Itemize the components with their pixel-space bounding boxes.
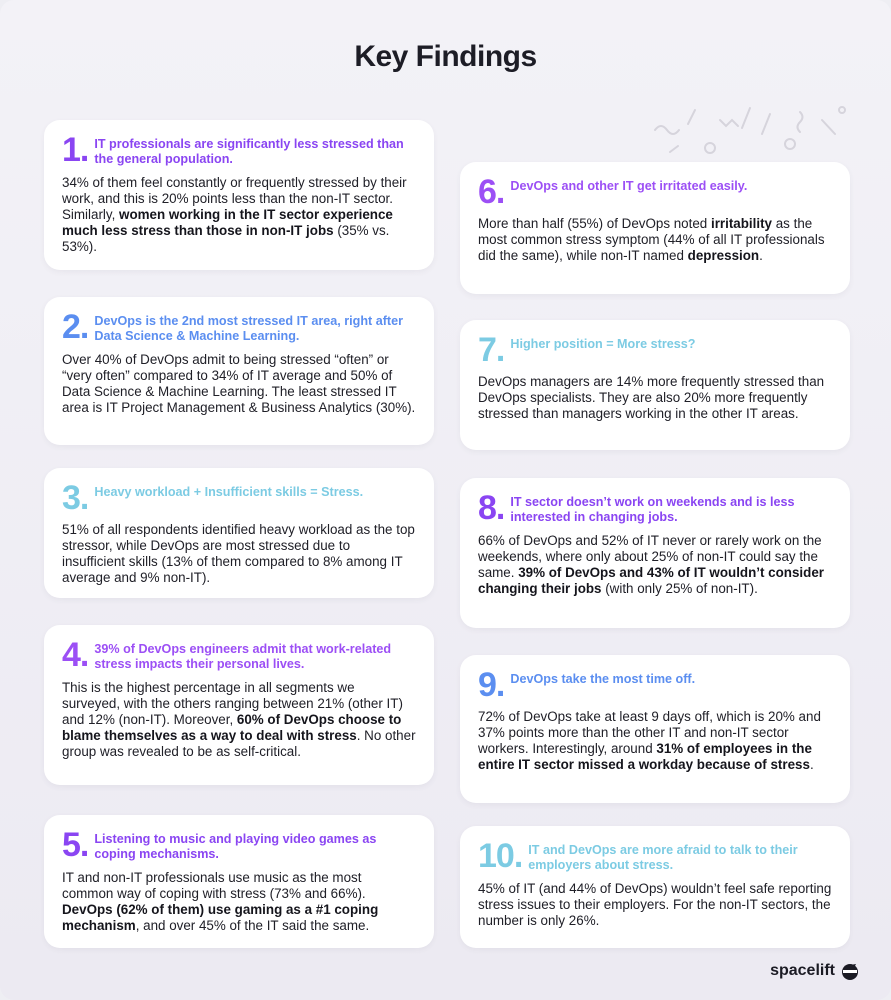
finding-body-text: as the most common stress symptom (44% of all IT professionals did the same), while non-IT named: [478, 216, 825, 263]
finding-number: 9.: [478, 666, 505, 704]
finding-body: [62, 352, 416, 416]
finding-body: [478, 709, 832, 773]
finding-body-text: IT and non-IT professionals use music as the most common way of coping with stress (73% and 66%).: [62, 870, 366, 901]
page-title: Key Findings: [354, 40, 537, 73]
finding-body-emphasis: DevOps (62% of them) use gaming as a #1 coping mechanism: [62, 902, 379, 933]
finding-body-text: (35% vs. 53%).: [62, 223, 390, 254]
finding-body-emphasis: depression: [687, 248, 760, 263]
finding-body-text: 45% of IT (and 44% of DevOps) wouldn’t feel safe reporting stress issues to their employers. For the non-IT sectors, the number is only 26%.: [478, 881, 832, 928]
finding-body: [478, 881, 832, 929]
finding-header: [478, 173, 832, 211]
finding-heading: DevOps take the most time off.: [510, 672, 696, 686]
finding-heading: Heavy workload + Insufficient skills = Stress.: [94, 485, 364, 499]
finding-card: [460, 162, 850, 294]
finding-card: [460, 655, 850, 803]
finding-body-text: 72% of DevOps take at least 9 days off, which is 20% and 37% points more than the other IT and non-IT sector workers. Interestingly, around: [478, 709, 821, 756]
finding-body-text: This is the highest percentage in all segments we surveyed, with the others ranging between 21% (other IT) and 12% (non-IT). Moreover,: [62, 680, 403, 727]
finding-header: [62, 131, 416, 169]
brand-logo: [770, 960, 861, 982]
finding-body: [62, 175, 416, 255]
finding-number: 1.: [62, 131, 89, 169]
finding-number: 5.: [62, 826, 89, 864]
finding-number: 10.: [478, 837, 523, 875]
finding-number: 4.: [62, 636, 89, 674]
finding-body-text: .: [809, 757, 814, 772]
finding-heading: Higher position = More stress?: [510, 337, 696, 351]
finding-body-text: Over 40% of DevOps admit to being stressed “often” or “very often” compared to 34% of IT average and 50% of Data Science & Machine Learning. The least stressed IT area is IT Project Management & Business Analytics (30%).: [62, 352, 416, 415]
finding-body-text: 51% of all respondents identified heavy workload as the top stressor, while DevOps are most stressed due to insufficient skills (13% of them compared to 8% among IT average and 9% non-IT).: [62, 522, 415, 585]
brand-name: spacelift: [770, 962, 835, 979]
finding-body-text: More than half (55%) of DevOps noted: [478, 216, 711, 231]
finding-number: 6.: [478, 173, 505, 211]
finding-body-text: DevOps managers are 14% more frequently stressed than DevOps specialists. They are also 20% more frequently stressed than managers working in the other IT areas.: [478, 374, 825, 421]
finding-header: [478, 331, 832, 369]
finding-header: [62, 308, 416, 346]
finding-card: [44, 468, 434, 598]
finding-card: [44, 815, 434, 948]
finding-header: [62, 826, 416, 864]
finding-number: 8.: [478, 489, 505, 527]
finding-number: 2.: [62, 308, 89, 346]
decorative-doodles: [650, 100, 850, 160]
finding-body: [478, 533, 832, 597]
finding-card: [44, 120, 434, 270]
finding-heading: IT and DevOps are more afraid to talk to their employers about stress.: [528, 843, 798, 872]
finding-body-emphasis: women working in the IT sector experience much less stress than those in non-IT jobs: [62, 207, 393, 238]
finding-body-emphasis: 39% of DevOps and 43% of IT wouldn’t consider changing their jobs: [478, 565, 824, 596]
finding-heading: DevOps and other IT get irritated easily.: [510, 179, 748, 193]
finding-heading: Listening to music and playing video games as coping mechanisms.: [94, 832, 377, 861]
finding-header: [478, 489, 832, 527]
finding-heading: 39% of DevOps engineers admit that work-related stress impacts their personal lives.: [94, 642, 392, 671]
finding-heading: IT professionals are significantly less stressed than the general population.: [94, 137, 404, 166]
finding-card: [460, 320, 850, 450]
finding-card: [44, 625, 434, 785]
finding-card: [44, 297, 434, 445]
finding-body-emphasis: 60% of DevOps choose to blame themselves as a way to deal with stress: [62, 712, 402, 743]
finding-body-text: (with only 25% of non-IT).: [601, 581, 758, 596]
finding-header: [62, 479, 416, 517]
spacelift-mascot-icon: [839, 960, 861, 982]
finding-heading: IT sector doesn’t work on weekends and is less interested in changing jobs.: [510, 495, 795, 524]
finding-header: [478, 837, 832, 875]
finding-heading: DevOps is the 2nd most stressed IT area, right after Data Science & Machine Learning.: [94, 314, 404, 343]
finding-header: [478, 666, 832, 704]
finding-header: [62, 636, 416, 674]
finding-body: [62, 680, 416, 760]
finding-card: [460, 478, 850, 628]
finding-number: 7.: [478, 331, 505, 369]
finding-body-text: . No other group was revealed to be as self-critical.: [62, 728, 416, 759]
finding-body-emphasis: irritability: [710, 216, 773, 231]
finding-body: [62, 522, 416, 586]
finding-body-text: 66% of DevOps and 52% of IT never or rarely work on the weekends, where only about 25% of non-IT could say the same.: [478, 533, 822, 580]
finding-body-emphasis: 31% of employees in the entire IT sector missed a workday because of stress: [478, 741, 812, 772]
finding-body-text: .: [759, 248, 763, 263]
finding-body: [478, 216, 832, 264]
finding-card: [460, 826, 850, 948]
finding-body-text: , and over 45% of the IT said the same.: [135, 918, 370, 933]
finding-body: [62, 870, 416, 934]
finding-body-text: 34% of them feel constantly or frequently stressed by their work, and this is 20% points less than the non-IT sector. Similarly,: [62, 175, 407, 222]
finding-number: 3.: [62, 479, 89, 517]
finding-body: [478, 374, 832, 422]
